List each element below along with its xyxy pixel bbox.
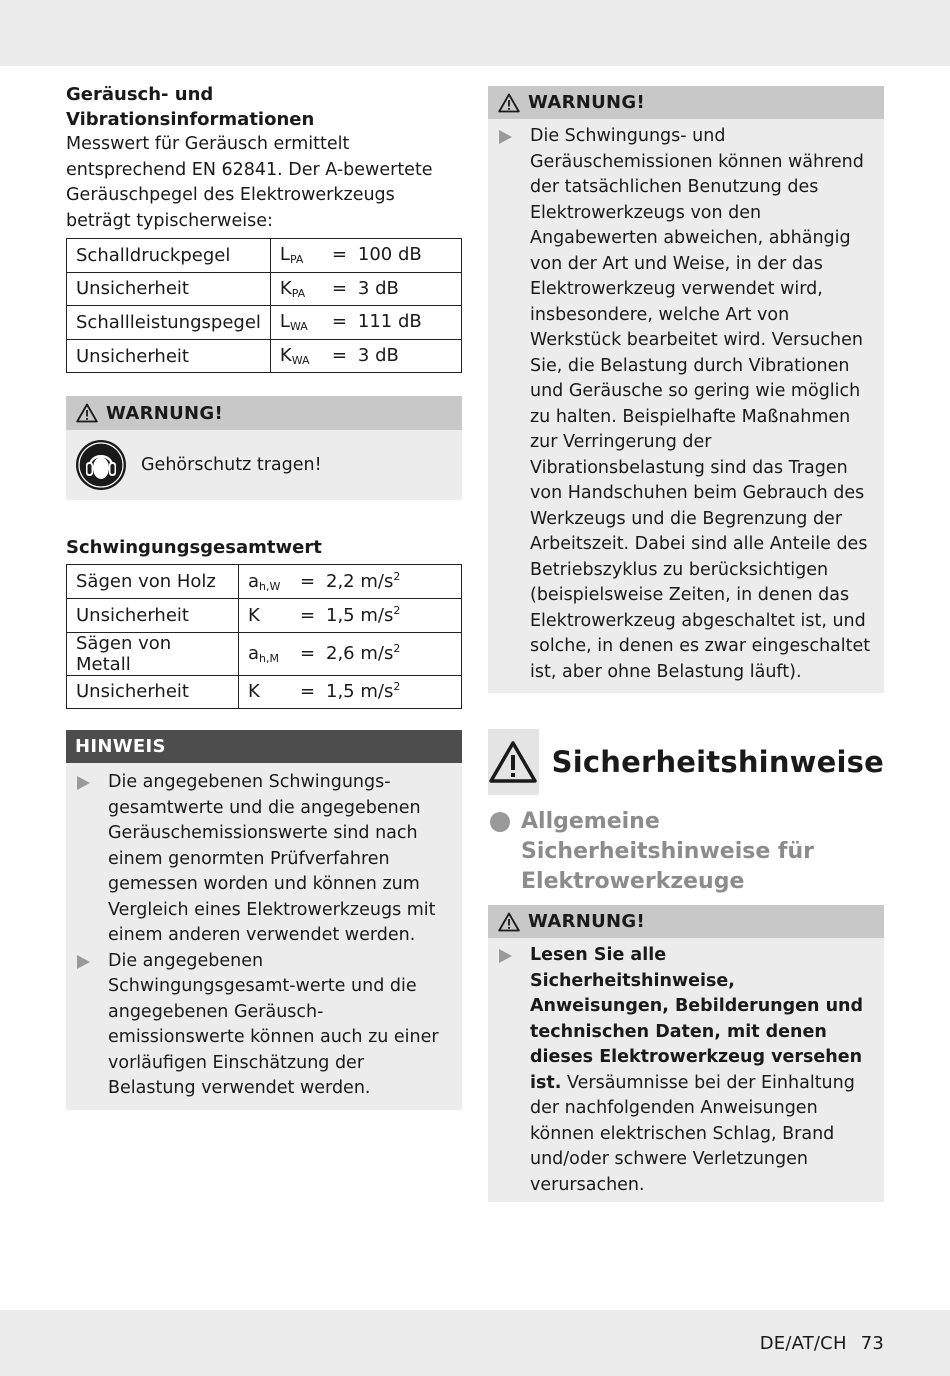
table-row bbox=[67, 632, 462, 675]
warning-header bbox=[488, 86, 884, 119]
table-cell-label: Unsicherheit bbox=[67, 675, 239, 709]
warning-icon bbox=[498, 93, 520, 113]
warning-header bbox=[488, 905, 884, 938]
table-row bbox=[67, 272, 462, 306]
footer-region: DE/AT/CH bbox=[759, 1333, 847, 1354]
list-item: Lesen Sie alle Sicherheitshinweise, Anweisungen, Bebilderungen und technischen Daten, mit denen dieses Elektrowerkzeug versehen ist. Versäumnisse bei der Einhaltung der nachfolgenden Anweisungen können elektrischen Schlag, Brand und/oder schwere Verletzungen verursachen. bbox=[488, 943, 876, 1198]
arrow-bullet-icon bbox=[77, 955, 90, 969]
warning-body bbox=[488, 938, 884, 1202]
table-cell-label: Unsicherheit bbox=[67, 272, 271, 306]
table-row bbox=[67, 598, 462, 632]
warning-header bbox=[66, 396, 462, 430]
list-item: Die angegebenen Schwingungsgesamt-werte und die angegebenen Geräusch-emissionswerte können auch zu einer vorläufigen Einschätzung der Belastung verwendet werden. bbox=[66, 949, 454, 1102]
table-cell-label: Sägen von Holz bbox=[67, 565, 239, 599]
table-cell-label: Unsicherheit bbox=[67, 598, 239, 632]
arrow-bullet-icon bbox=[77, 776, 90, 790]
warning-box-hearing bbox=[66, 396, 462, 500]
page-number: 73 bbox=[860, 1333, 884, 1354]
list-item: Die angegebenen Schwingungs-gesamtwerte und die angegebenen Geräuschemissionswerte sind nach einem genormten Prüfverfahren gemessen worden und können zum Vergleich eines Elektrowerkzeugs mit einem anderen verwendet werden. bbox=[66, 770, 454, 949]
table-cell-label: Sägen von Metall bbox=[67, 632, 239, 675]
table-row bbox=[67, 239, 462, 273]
warning-icon bbox=[498, 912, 520, 932]
noise-intro: Messwert für Geräusch ermittelt entsprechend EN 62841. Der A-bewertete Geräuschpegel des Elektrowerkzeugs beträgt typischerweise: bbox=[66, 134, 433, 231]
section-header bbox=[488, 729, 884, 795]
table-cell-value: $L_{WA} = 111$ dB bbox=[270, 306, 461, 340]
section-title: Sicherheitshinweise bbox=[551, 745, 884, 779]
table-cell-value: K = 1,5 $m/s^2$ bbox=[239, 675, 462, 709]
warning-list bbox=[488, 938, 884, 1202]
warning-title: WARNUNG! bbox=[106, 402, 223, 424]
table-cell-label: Schalldruckpegel bbox=[67, 239, 271, 273]
table-cell-value: $a_{h,M} = 2,6$ $m/s^2$ bbox=[239, 632, 462, 675]
hinweis-box bbox=[66, 730, 462, 1110]
table-cell-value: $L_{PA} = 100$ dB bbox=[270, 239, 461, 273]
warning-title: WARNUNG! bbox=[528, 92, 645, 113]
warning-title: WARNUNG! bbox=[528, 911, 645, 932]
warning-list bbox=[488, 119, 884, 693]
header-band bbox=[0, 0, 950, 66]
arrow-bullet-icon bbox=[499, 130, 512, 144]
vibration-heading: Schwingungsgesamtwert bbox=[66, 537, 322, 559]
table-cell-value: $K_{WA} = 3$ dB bbox=[270, 339, 461, 373]
bullet-dot-icon bbox=[490, 812, 510, 832]
table-row bbox=[67, 306, 462, 340]
section-icon-box bbox=[488, 729, 539, 795]
right-column bbox=[488, 86, 884, 1202]
left-column bbox=[66, 82, 462, 1110]
table-row bbox=[67, 339, 462, 373]
warning-box-general bbox=[488, 905, 884, 1202]
table-cell-value: $K_{PA} = 3$ dB bbox=[270, 272, 461, 306]
warning-body bbox=[66, 430, 462, 500]
table-row bbox=[67, 675, 462, 709]
noise-table bbox=[66, 238, 462, 373]
warning-text: Gehörschutz tragen! bbox=[141, 454, 322, 475]
hearing-protection-icon bbox=[75, 439, 127, 491]
table-cell-value: K = 1,5 $m/s^2$ bbox=[239, 598, 462, 632]
noise-heading: Geräusch- und Vibrationsinformationen bbox=[66, 84, 315, 130]
sub-heading: Allgemeine Sicherheitshinweise für Elektrowerkzeuge bbox=[488, 807, 884, 897]
warning-icon bbox=[76, 403, 98, 423]
warning-body bbox=[488, 119, 884, 693]
list-item: Die Schwingungs- und Geräuschemissionen können während der tatsächlichen Benutzung des Elektrowerkzeugs von den Angabewerten abweichen, abhängig von der Art und Weise, in der das Elektrowerkzeug verwendet wird, insbesondere, welche Art von Werkstück bearbeitet wird. Versuchen Sie, die Belastung durch Vibrationen und Geräusche so gering wie möglich zu halten. Beispielhafte Maßnahmen zur Verringerung der Vibrationsbelastung sind das Tragen von Handschuhen beim Gebrauch des Werkzeugs und die Begrenzung der Arbeitszeit. Dabei sind alle Anteile des Betriebszyklus zu berücksichtigen (beispielsweise Zeiten, in denen das Elektrowerkzeug abgeschaltet ist, und solche, in denen es zwar eingeschaltet ist, aber ohne Belastung läuft). bbox=[488, 124, 876, 685]
table-cell-label: Unsicherheit bbox=[67, 339, 271, 373]
table-row bbox=[67, 565, 462, 599]
warning-icon bbox=[488, 740, 538, 784]
warning-box-emissions bbox=[488, 86, 884, 693]
page-footer bbox=[760, 1333, 884, 1354]
hinweis-body bbox=[66, 763, 462, 1110]
table-cell-label: Schallleistungspegel bbox=[67, 306, 271, 340]
table-cell-value: $a_{h,W} = 2,2$ $m/s^2$ bbox=[239, 565, 462, 599]
vibration-table bbox=[66, 564, 462, 709]
hinweis-list bbox=[66, 763, 462, 1110]
hinweis-header: HINWEIS bbox=[66, 730, 462, 763]
arrow-bullet-icon bbox=[499, 949, 512, 963]
